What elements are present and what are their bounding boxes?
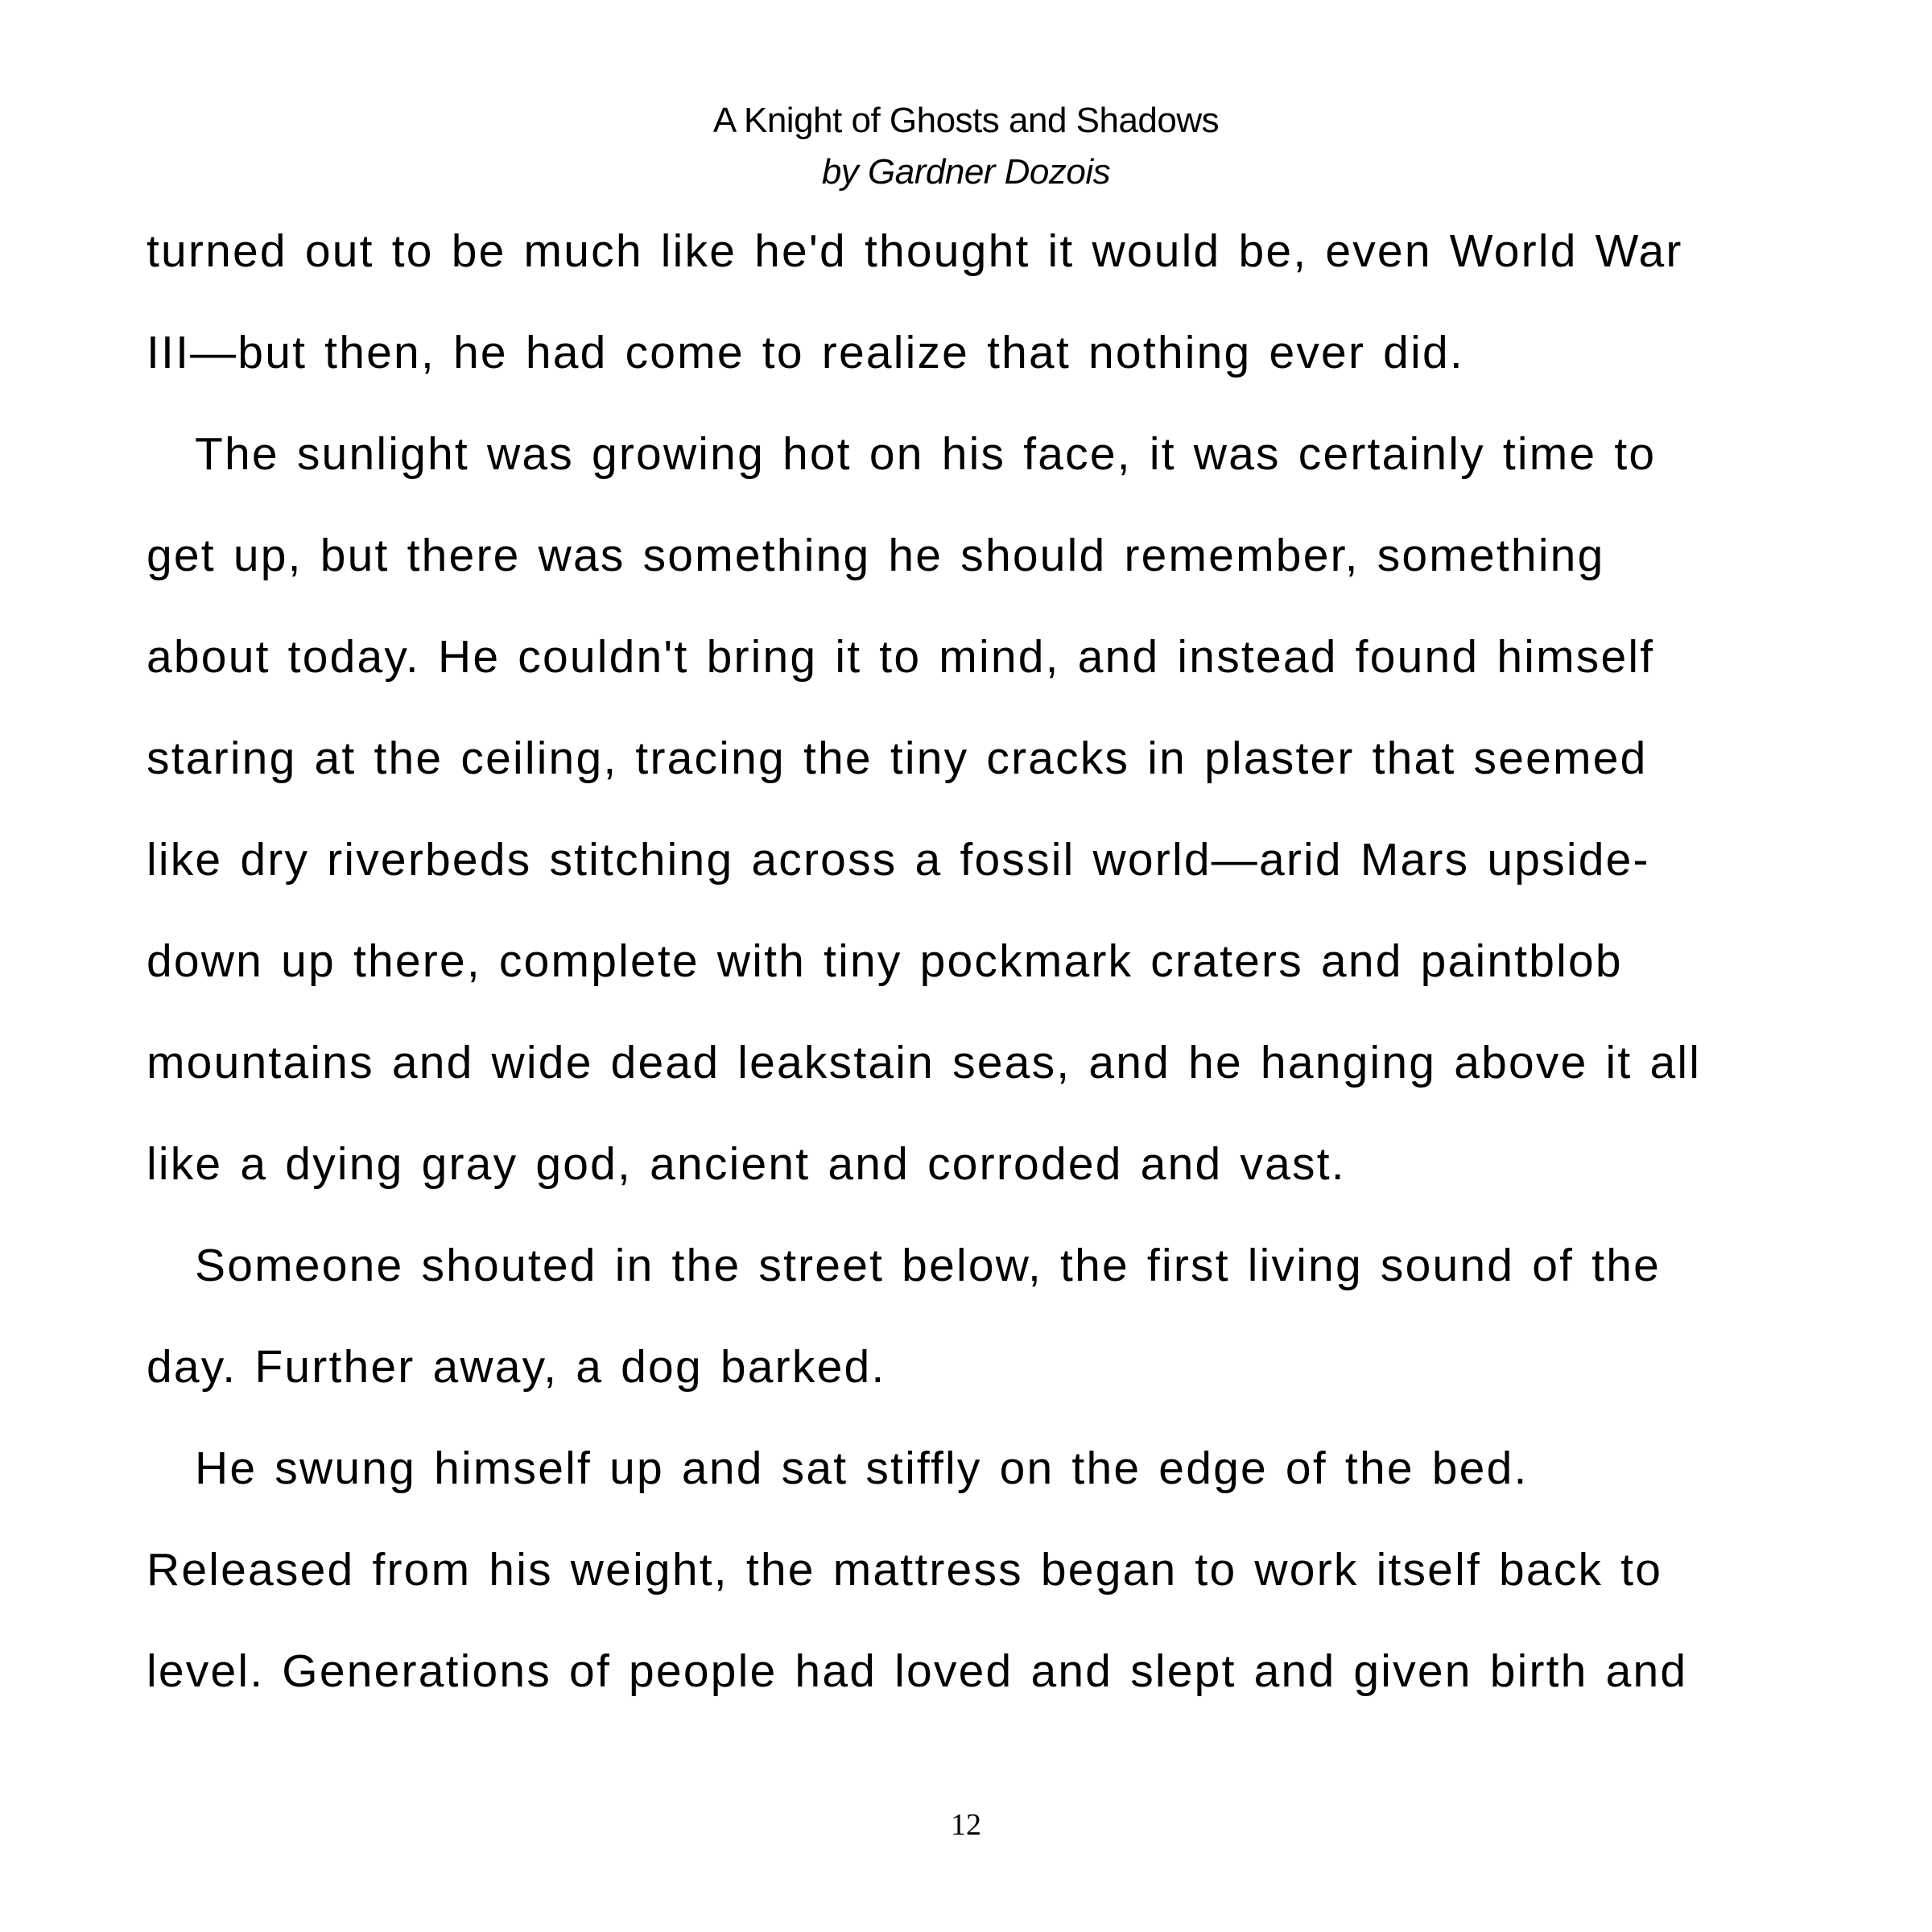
book-author: by Gardner Dozois (821, 152, 1111, 192)
text-line: get up, but there was something he should remember, something (147, 530, 1605, 581)
text-line: He swung himself up and sat stiffly on the edge of the bed. (195, 1443, 1529, 1494)
text-line: about today. He couldn't bring it to mind, and instead found himself (147, 631, 1655, 683)
text-line: III—but then, he had come to realize that nothing ever did. (147, 327, 1464, 378)
running-header (0, 95, 1932, 198)
text-line: The sunlight was growing hot on his face, it was certainly time to (195, 428, 1657, 480)
text-line: staring at the ceiling, tracing the tiny cracks in plaster that seemed (147, 733, 1648, 784)
text-line: Released from his weight, the mattress began to work itself back to (147, 1544, 1663, 1596)
text-line: Someone shouted in the street below, the first living sound of the (195, 1240, 1662, 1291)
text-line: day. Further away, a dog barked. (147, 1341, 886, 1393)
text-line: like a dying gray god, ancient and corroded and vast. (147, 1138, 1346, 1190)
text-line: like dry riverbeds stitching across a fossil world—arid Mars upside- (147, 834, 1650, 886)
book-title: A Knight of Ghosts and Shadows (712, 101, 1220, 140)
text-line: turned out to be much like he'd thought it would be, even World War (147, 225, 1683, 277)
text-line: down up there, complete with tiny pockmark craters and paintblob (147, 935, 1623, 987)
text-line: mountains and wide dead leakstain seas, and he hanging above it all (147, 1037, 1702, 1088)
page-body (147, 217, 1837, 1739)
text-line: level. Generations of people had loved and slept and given birth and (147, 1645, 1688, 1697)
page-number: 12 (951, 1808, 981, 1842)
